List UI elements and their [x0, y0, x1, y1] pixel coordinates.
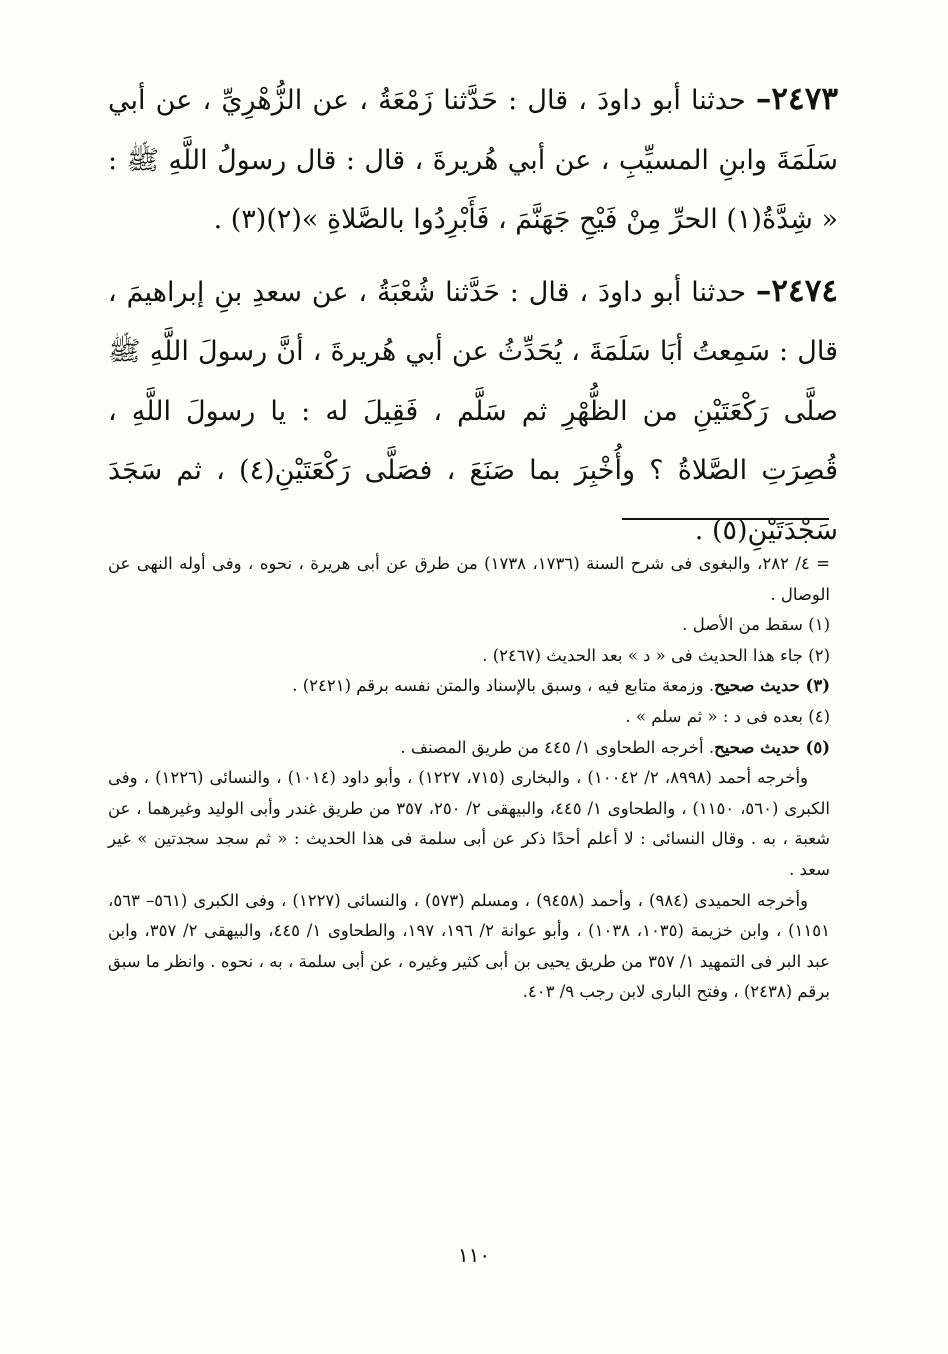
footnote-5-grade: (٥) حديث صحيح	[714, 737, 830, 757]
footnote-3-text: . وزمعة متابع فيه ، وسبق بالإسناد والمتن نفسه برقم (٢٤٢١) .	[292, 676, 715, 696]
hadith-2474	[108, 262, 838, 561]
footnote-5-text: . أخرجه الطحاوى ١/ ٤٤٥ من طريق المصنف .	[400, 737, 715, 757]
hadith-number: ٢٤٧٣–	[755, 81, 838, 117]
footnote-5-paragraph: وأخرجه الحميدى (٩٨٤) ، وأحمد (٩٤٥٨) ، ومسلم (٥٧٣) ، والنسائى (١٢٢٧) ، وفى الكبرى (٥٦١– ٥٦٣، ١١٥١) ، وابن خزيمة (١٠٣٥، ١٠٣٨) ، وأبو عوانة ٢/ ١٩٦، ١٩٧، والطحاوى ١/ ٤٤٥، والبيهقى ٢/ ٣٥٧، وابن عبد البر فى التمهيد ١/ ٣٥٧ من طريق يحيى بن أبى كثير وغيره ، عن أبى سلمة ، به ، نحوه . وانظر ما سبق برقم (٢٤٣٨) ، وفتح البارى لابن رجب ٩/ ٤٠٣.	[108, 890, 830, 1002]
footnotes	[108, 549, 830, 1008]
footnote-3	[108, 671, 830, 702]
footnote-5-paragraph: وأخرجه أحمد (٨٩٩٨، ٢/ ١٠٠٤٢) ، والبخارى (٧١٥، ١٢٢٧) ، وأبو داود (١٠١٤) ، والنسائى (١٢٢٦) ، وفى الكبرى (٥٦٠، ١١٥٠) ، والطحاوى ١/ ٤٤٥، والبيهقى ٢/ ٢٥٠، ٣٥٧ من طريق غندر وأبى الوليد وغيرهما ، عن شعبة ، به . وقال النسائى : لا أعلم أحدًا ذكر عن أبى سلمة فى هذا الحديث : « ثم سجد سجدتين » غير سعد .	[108, 768, 830, 879]
footnote-separator	[622, 518, 829, 520]
page-number: ١١٠	[457, 1243, 491, 1267]
main-text	[108, 70, 838, 572]
footnote-2: (٢) جاء هذا الحديث فى « د » بعد الحديث (٢٤٦٧) .	[482, 645, 830, 665]
footnote-1: (١) سقط من الأصل .	[682, 615, 830, 635]
hadith-text: حدثنا أبو داودَ ، قال : حَدَّثنا زَمْعَةُ ، عن الزُّهْرِيِّ ، عن أبي سَلَمَةَ وابنِ المسيِّبِ ، عن أبي هُريرةَ ، قال : قال رسولُ اللَّهِ ﷺ : « شِدَّةُ(١) الحرِّ مِنْ فَيْحِ جَهَنَّمَ ، فَأَبْرِدُوا بالصَّلاةِ »(٢)(٣) .	[108, 85, 838, 235]
footnote-continuation: = ٤/ ٢٨٢، والبغوى فى شرح السنة (١٧٣٦، ١٧٣٨) من طرق عن أبى هريرة ، نحوه ، وفى أوله النهى عن الوصال .	[108, 554, 830, 604]
hadith-text: حدثنا أبو داودَ ، قال : حَدَّثنا شُعْبَةُ ، عن سعدِ بنِ إبراهيمَ ، قال : سَمِعتُ أبَا سَلَمَةَ ، يُحَدِّثُ عن أبي هُريرةَ ، أنَّ رسولَ اللَّهِ ﷺ صلَّى رَكْعَتَيْنِ من الظُّهْرِ ثم سَلَّم ، فَقِيلَ له : يا رسولَ اللَّهِ ، قُصِرَتِ الصَّلاةُ ؟ وأُخْبِرَ بما صَنَعَ ، فصَلَّى رَكْعَتَيْنِ(٤) ، ثم سَجَدَ سَجْدَتَيْنِ(٥) .	[108, 276, 838, 546]
footnote-3-grade: (٣) حديث صحيح	[714, 676, 830, 696]
footnote-4: (٤) بعده فى د : « ثم سلم » .	[625, 706, 830, 726]
hadith-number: ٢٤٧٤–	[755, 272, 838, 309]
hadith-2473	[108, 70, 838, 250]
footnote-5	[108, 733, 830, 764]
